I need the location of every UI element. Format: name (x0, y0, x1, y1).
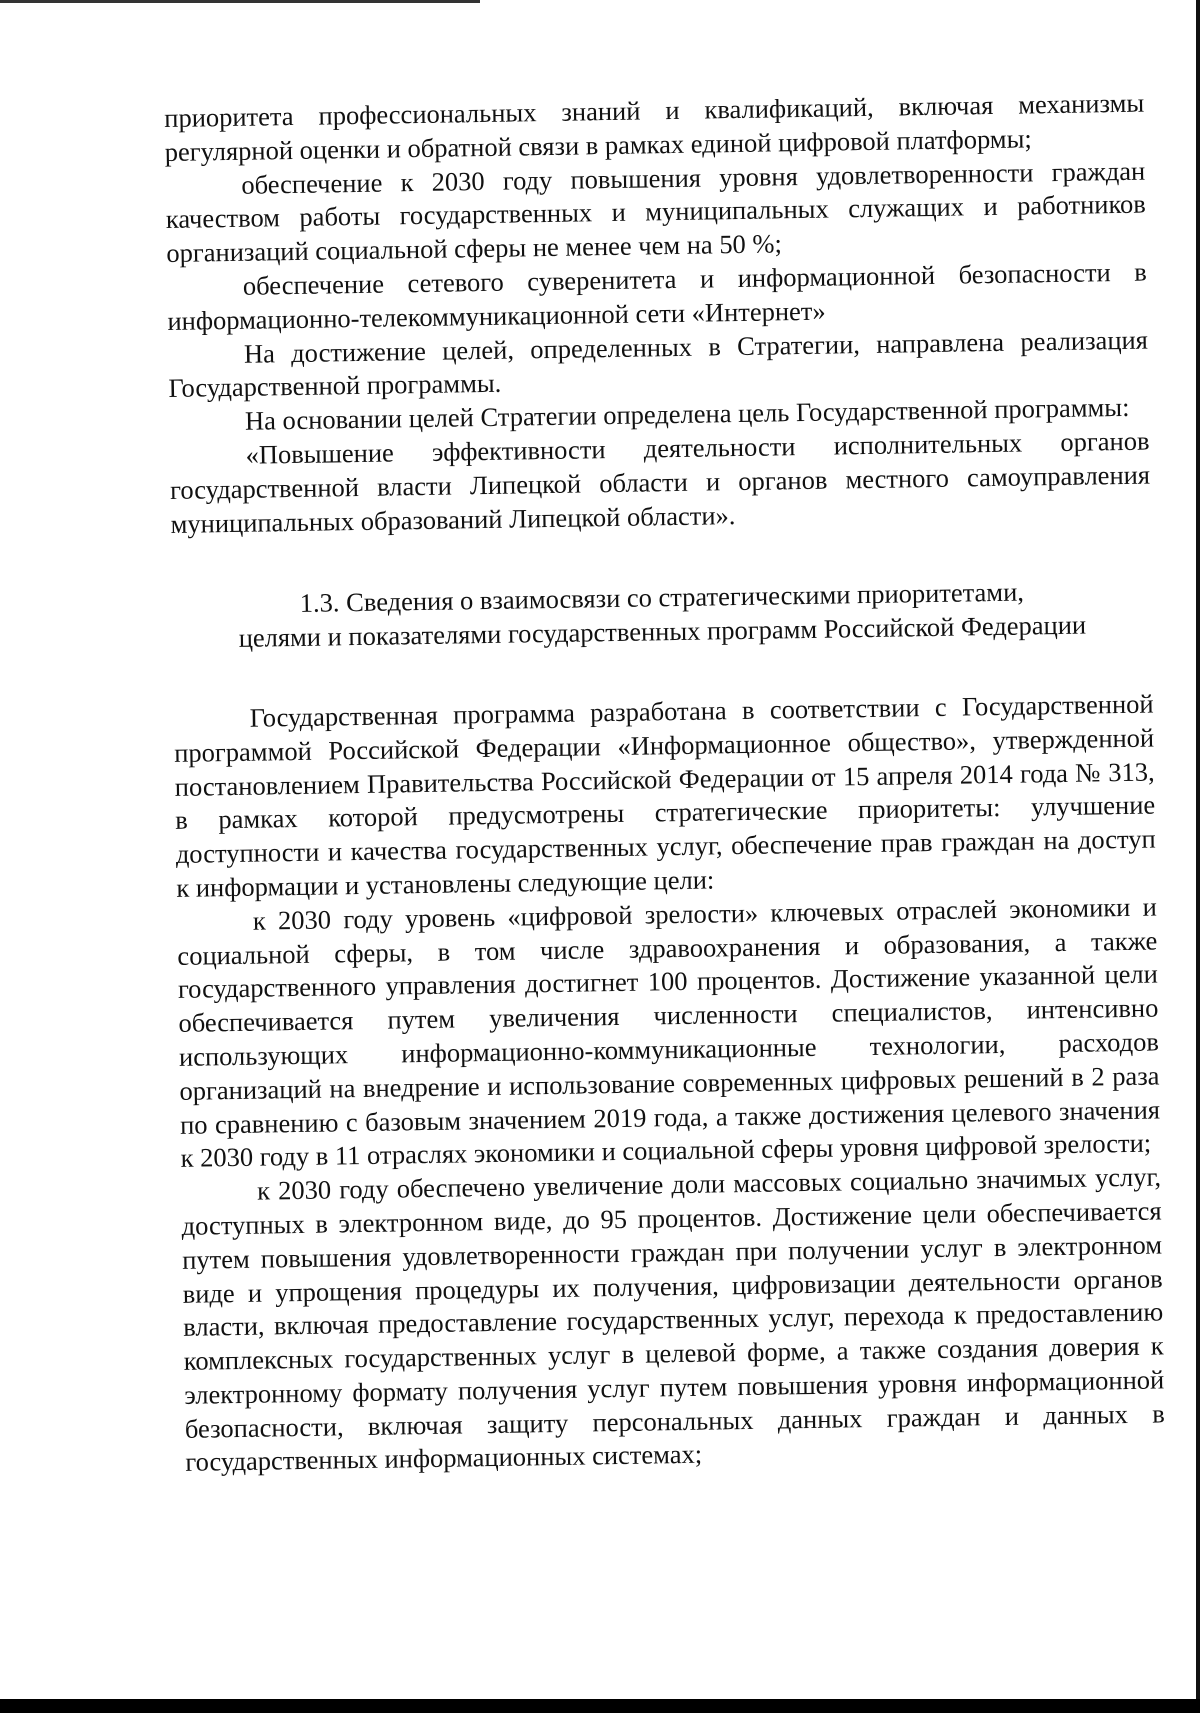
paragraph: Государственная программа разработана в соответствии с Государственной программой Российской Федерации «Информационное общество», утвержденной постановлением Правительства Российской Федерации от 15 апреля 2014 года № 313, в рамках которой предусмотрены стратегические приоритеты: улучшение доступности и качества государственных услуг, обеспечение прав граждан на доступ к информации и установлены следующие цели: (173, 688, 1156, 903)
scan-edge-mark-top (0, 0, 480, 3)
paragraph: На основании целей Стратегии определена цель Государственной программы: (244, 392, 1130, 436)
paragraph: На достижение целей, определенных в Стратегии, направлена реализация Государственной программы. (168, 324, 1149, 404)
paragraph: приоритета профессиональных знаний и квалификаций, включая механизмы регулярной оценки и обратной связи в рамках единой цифровой платформы; (164, 87, 1145, 167)
document-page (164, 87, 1166, 1481)
paragraph: к 2030 году обеспечено увеличение доли массовых социально значимых услуг, доступных в электронном виде, до 95 процентов. Достижение цели обеспечивается путем повышения удовлетворенности граждан при получении услуг в электронном виде и упрощения процедуры их получения, цифровизации деятельности органов власти, включая предоставление государственных услуг, перехода к предоставлению комплексных государственных услуг в целевой форме, а также создания доверия к электронному формату получения услуг путем повышения уровня информационной безопасности, включая защиту персональных данных граждан и данных в государственных информационных системах; (181, 1161, 1165, 1478)
scan-edge-mark-right (1196, 0, 1200, 1713)
section-heading (172, 574, 1153, 657)
paragraph: «Повышение эффективности деятельности исполнительных органов государственной власти Липецкой области и органов местного самоуправления муниципальных образований Липецкой области». (169, 425, 1151, 539)
section-heading-line: 1.3. Сведения о взаимосвязи со стратегическими приоритетами, (299, 576, 1025, 619)
section-heading-line: целями и показателями государственных программ Российской Федерации (238, 609, 1087, 654)
paragraph: обеспечение к 2030 году повышения уровня удовлетворенности граждан качеством работы государственных и муниципальных служащих и работников организаций социальной сферы не менее чем на 50 %; (165, 155, 1146, 269)
paragraph: обеспечение сетевого суверенитета и информационной безопасности в информационно-телекоммуникационной сети «Интернет» (167, 256, 1148, 336)
scan-edge-mark-bottom (0, 1699, 1200, 1713)
paragraph: к 2030 году уровень «цифровой зрелости» ключевых отраслей экономики и социальной сферы, в том числе здравоохранения и образования, а также государственного управления достигнет 100 процентов. Достижение указанной цели обеспечивается путем увеличения численности специалистов, интенсивно использующих информационно-коммуникационные технологии, расходов организаций на внедрение и использование современных цифровых решений в 2 раза по сравнению с базовым значением 2019 года, а также достижения целевого значения к 2030 году в 11 отраслях экономики и социальной сферы уровня цифровой зрелости; (177, 891, 1161, 1174)
